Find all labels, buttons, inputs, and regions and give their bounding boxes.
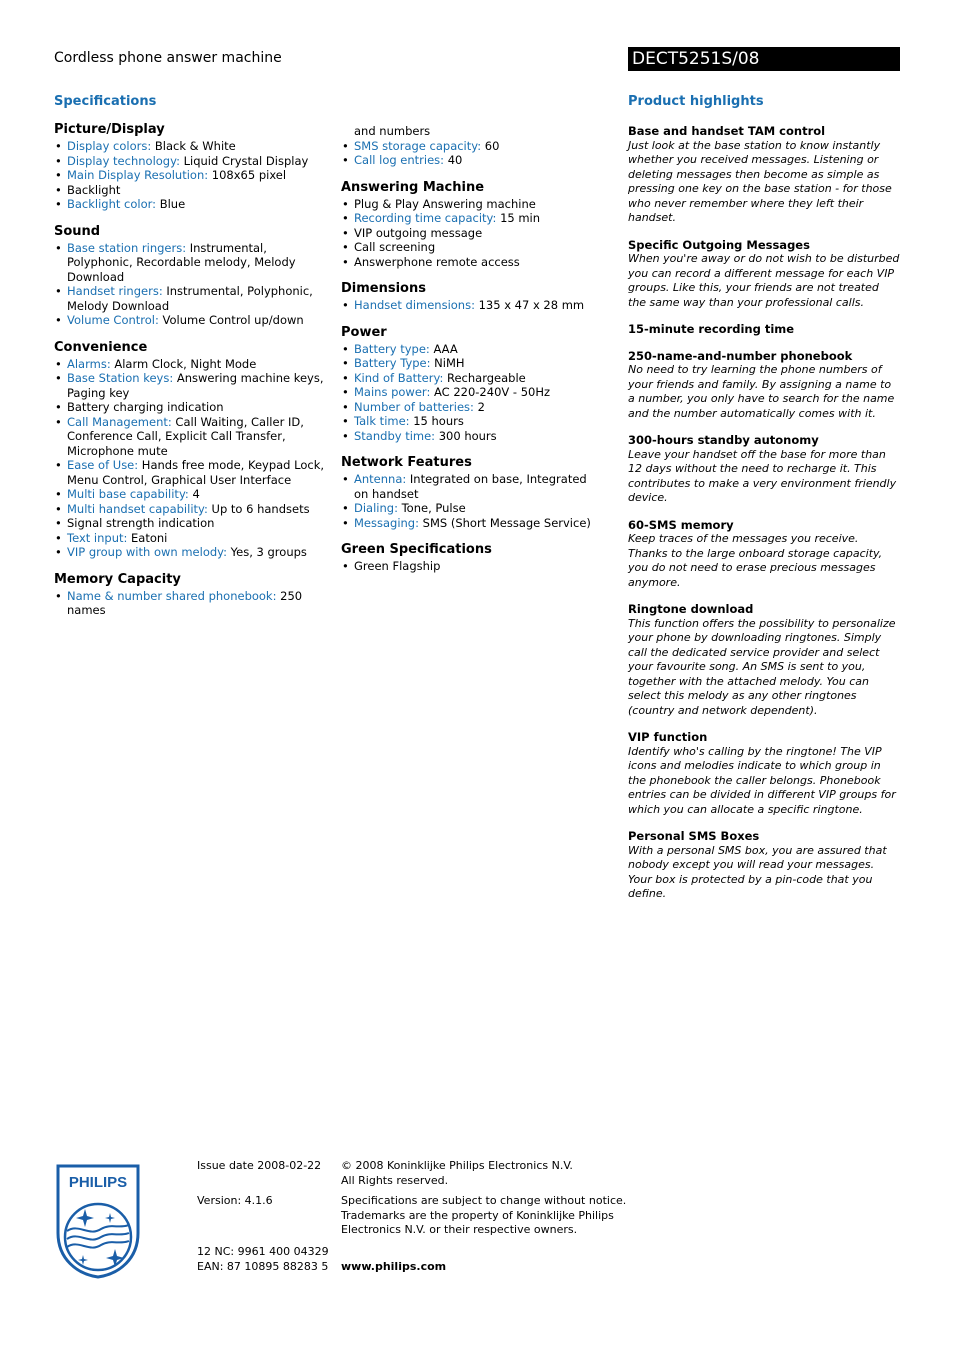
spec-item-value: Alarm Clock, Night Mode: [114, 356, 257, 371]
spec-group-green: [341, 542, 596, 574]
spec-item: [341, 153, 596, 168]
spec-item-label: Battery Type:: [354, 356, 431, 370]
spec-item-label: Messaging:: [354, 515, 419, 530]
spec-item: [54, 139, 329, 154]
spec-item: [341, 472, 596, 501]
highlight-heading: Personal SMS Boxes: [628, 829, 760, 843]
spec-item-value: 40: [447, 153, 463, 167]
spec-item: [54, 371, 329, 400]
spec-list: [341, 298, 596, 313]
highlight-text: Leave your handset off the base for more than 12 days without the need to recharge it. This contributes to make a very environment friendly device.: [628, 447, 897, 504]
highlight-text: This function offers the possibility to personalize your phone by downloading ringtones. Simply call the dedicated service provider and select your favourite song. An SMS is sent to you, together with the attached melody. You can select this melody as any other ringtones (country and network dependent).: [628, 616, 896, 717]
highlights-column: [628, 124, 900, 914]
spec-item-value: Hands free mode, Keypad Lock, Menu Control, Graphical User Interface: [67, 458, 325, 487]
spec-group-memory-continued: [341, 124, 596, 168]
copyright-line-2: All Rights reserved.: [341, 1174, 449, 1187]
spec-item: [54, 241, 329, 285]
spec-item-label: Name & number shared phonebook:: [67, 588, 277, 603]
highlight-item: [628, 349, 900, 422]
spec-group-convenience: [54, 340, 329, 560]
notice-line-1: Specifications are subject to change without notice.: [341, 1194, 627, 1207]
spec-item-value: Instrumental, Polyphonic, Melody Download: [67, 284, 313, 313]
spec-item-value: AC 220-240V - 50Hz: [433, 385, 551, 399]
spec-item-label: Kind of Battery:: [354, 370, 444, 385]
spec-item-value: Answerphone remote access: [354, 254, 520, 269]
spec-item-label: Standby time:: [354, 428, 436, 443]
spec-item: [341, 139, 596, 154]
spec-item-value: NiMH: [434, 356, 465, 370]
spec-item-value: Blue: [159, 197, 186, 211]
spec-item-value: Black & White: [154, 139, 236, 153]
spec-item-label: Multi base capability:: [67, 487, 189, 501]
spec-item-value: Backlight: [67, 182, 121, 197]
spec-item: [54, 168, 329, 183]
highlight-text: With a personal SMS box, you are assured that nobody except you will read your messages. Your box is protected by a pin-code that you define.: [628, 843, 887, 900]
spec-group-heading: Green Specifications: [341, 542, 492, 557]
highlight-item: [628, 829, 900, 902]
spec-item-value: 15 min: [500, 211, 541, 225]
website-link[interactable]: www.philips.com: [341, 1260, 447, 1273]
ean-number: EAN: 87 10895 88283 5: [197, 1260, 329, 1273]
highlight-item: [628, 238, 900, 311]
highlight-text: Identify who's calling by the ringtone! The VIP icons and melodies indicate to which group in the phonebook the caller belongs. Phonebook entries can be divided in different VIP groups for which you can allocate a specific ringtone.: [628, 744, 896, 816]
spec-list: [341, 139, 596, 168]
spec-item: [341, 298, 596, 313]
spec-item-label: Volume Control:: [67, 313, 159, 327]
highlight-heading: 15-minute recording time: [628, 322, 795, 336]
spec-item: [341, 429, 596, 444]
spec-item-value: Green Flagship: [354, 559, 441, 573]
spec-group-heading: Dimensions: [341, 281, 426, 296]
spec-item-value: Instrumental, Polyphonic, Recordable melody, Melody Download: [67, 240, 296, 284]
spec-item-label: Call Management:: [67, 414, 172, 429]
spec-group-heading: Power: [341, 324, 387, 340]
spec-item: [54, 458, 329, 487]
spec-item-label: Ease of Use:: [67, 458, 139, 472]
spec-group-sound: [54, 224, 329, 328]
spec-item-label: Handset dimensions:: [354, 298, 475, 312]
spec-item-value: Integrated on base, Integrated on handset: [354, 472, 587, 501]
spec-item: [54, 516, 329, 531]
spec-list: [341, 559, 596, 574]
spec-item: [54, 415, 329, 459]
spec-group-heading: Answering Machine: [341, 179, 485, 195]
spec-list: [341, 342, 596, 444]
highlight-item: [628, 602, 900, 718]
spec-item: [341, 211, 596, 226]
specs-column-left: [54, 122, 329, 630]
spec-list: [341, 197, 596, 270]
highlight-heading: Ringtone download: [628, 602, 754, 616]
philips-shield-logo: [55, 1163, 141, 1279]
spec-list: [54, 139, 329, 212]
copyright-line-1: © 2008 Koninklijke Philips Electronics N.V.: [341, 1159, 573, 1172]
spec-item: [341, 385, 596, 400]
spec-item: [54, 531, 329, 546]
spec-item-label: Alarms:: [67, 356, 111, 371]
spec-item: [54, 357, 329, 372]
spec-item-label: Display colors:: [67, 139, 152, 153]
spec-item-label: VIP group with own melody:: [67, 545, 227, 559]
spec-item-label: Display technology:: [67, 153, 180, 168]
spec-item-label: SMS storage capacity:: [354, 138, 482, 153]
spec-item: [54, 154, 329, 169]
highlight-text: Keep traces of the messages you receive. Thanks to the large onboard storage capacity, you do not need to erase precious messages anymore.: [628, 532, 883, 589]
spec-item-label: Text input:: [67, 530, 128, 545]
spec-item-value: 2: [477, 399, 485, 414]
spec-item-value: Up to 6 handsets: [211, 501, 310, 516]
spec-item-value: VIP outgoing message: [354, 225, 483, 240]
spec-item: [54, 502, 329, 517]
spec-item-value: Battery charging indication: [67, 400, 224, 414]
spec-item-value: Liquid Crystal Display: [183, 153, 309, 168]
spec-group-dimensions: [341, 281, 596, 313]
spec-item-value: Eatoni: [131, 530, 168, 545]
spec-item-label: Talk time:: [354, 414, 410, 428]
spec-item-value: 60: [484, 138, 500, 153]
spec-item: [54, 589, 329, 618]
spec-item-value: Tone, Pulse: [401, 501, 466, 515]
spec-group-heading: Picture/Display: [54, 122, 165, 137]
spec-item-value: Plug & Play Answering machine: [354, 196, 536, 211]
spec-item: [54, 545, 329, 560]
spec-group-answering: [341, 180, 596, 270]
spec-item-label: Battery type:: [354, 341, 430, 356]
spec-item: [54, 313, 329, 328]
spec-item: [341, 342, 596, 357]
version: Version: 4.1.6: [197, 1194, 273, 1207]
spec-item-label: Handset ringers:: [67, 284, 163, 298]
spec-item-label: Mains power:: [354, 385, 431, 399]
spec-item: [54, 400, 329, 415]
spec-item: [54, 487, 329, 502]
highlight-text: When you're away or do not wish to be disturbed you can record a different message for each VIP groups. Like this, your friends are not treated the same way than your professional calls.: [628, 252, 900, 309]
spec-item-value: 15 hours: [413, 414, 464, 428]
spec-item-value: Rechargeable: [446, 370, 526, 385]
spec-group-heading: Sound: [54, 223, 101, 239]
spec-item-value: AAA: [433, 341, 458, 356]
spec-item: [54, 197, 329, 212]
spec-item: [341, 371, 596, 386]
notice-line-3: Electronics N.V. or their respective owners.: [341, 1223, 578, 1236]
spec-item-label: Antenna:: [354, 472, 407, 486]
spec-item: [54, 183, 329, 198]
spec-item-value: Answering machine keys, Paging key: [67, 371, 324, 400]
notice-line-2: Trademarks are the property of Koninklijke Philips: [341, 1209, 614, 1222]
spec-item-label: Backlight color:: [67, 197, 157, 211]
spec-group-network: [341, 455, 596, 530]
spec-item-value: 108x65 pixel: [211, 168, 287, 182]
spec-item: [341, 356, 596, 371]
model-number-box: DECT5251S/08: [628, 47, 900, 71]
spec-item-value: Yes, 3 groups: [230, 545, 307, 559]
spec-group-heading: Convenience: [54, 339, 148, 355]
spec-item: [341, 255, 596, 270]
spec-group-heading: Network Features: [341, 455, 472, 470]
spec-item: [341, 516, 596, 531]
philips-logo-text: PHILIPS: [68, 1174, 128, 1191]
specifications-title: Specifications: [54, 94, 157, 109]
highlight-item: [628, 124, 900, 226]
spec-item: [341, 559, 596, 574]
spec-group-heading: Memory Capacity: [54, 571, 181, 587]
issue-date: Issue date 2008-02-22: [197, 1159, 322, 1172]
spec-item-label: Base station ringers:: [67, 240, 187, 255]
highlight-heading: Specific Outgoing Messages: [628, 237, 810, 252]
spec-item-label: Multi handset capability:: [67, 501, 208, 516]
nc-number: 12 NC: 9961 400 04329: [197, 1245, 329, 1258]
spec-item: [341, 501, 596, 516]
highlight-item: [628, 730, 900, 817]
spec-item-value: Call screening: [354, 240, 436, 254]
spec-item-value: 250 names: [67, 588, 303, 617]
spec-item-value: 300 hours: [438, 428, 497, 443]
doc-subtitle: Cordless phone answer machine: [54, 50, 282, 66]
spec-group-power: [341, 325, 596, 444]
spec-item-value: 4: [192, 487, 200, 501]
spec-list: [341, 472, 596, 530]
highlight-heading: Base and handset TAM control: [628, 124, 826, 138]
highlight-heading: VIP function: [628, 730, 708, 744]
highlight-heading: 300-hours standby autonomy: [628, 433, 819, 447]
spec-item-value: Volume Control up/down: [162, 313, 304, 327]
spec-item: [341, 414, 596, 429]
spec-item-value: 135 x 47 x 28 mm: [478, 298, 585, 312]
highlight-text: Just look at the base station to know instantly whether you received messages. Listening or deleting messages then become as simple as pressing one key on the base station - for those who never remember where they left their handset.: [628, 138, 892, 224]
spec-item: [341, 197, 596, 212]
spec-item-continued: and numbers: [354, 124, 431, 138]
highlight-text: No need to try learning the phone numbers of your friends and family. By assigning a name to a number, you only have to search for the name and the number automatically comes with it.: [628, 363, 895, 420]
spec-item: [54, 284, 329, 313]
highlight-item: [628, 433, 900, 506]
spec-group-memory: [54, 572, 329, 618]
highlight-heading: 60-SMS memory: [628, 517, 734, 532]
spec-item: [341, 240, 596, 255]
product-highlights-title: Product highlights: [628, 94, 764, 109]
spec-item-label: Main Display Resolution:: [67, 168, 209, 182]
spec-item-value: Call Waiting, Caller ID, Conference Call, Explicit Call Transfer, Microphone mute: [67, 414, 304, 458]
spec-item-label: Call log entries:: [354, 153, 445, 167]
spec-list: [54, 357, 329, 560]
spec-item: [341, 226, 596, 241]
spec-item-label: Base Station keys:: [67, 371, 174, 385]
highlight-item: [628, 518, 900, 591]
specs-column-middle: [341, 124, 596, 586]
highlight-item: [628, 322, 900, 337]
spec-item-value: SMS (Short Message Service): [422, 515, 591, 530]
spec-item-label: Dialing:: [354, 501, 398, 515]
spec-item: [341, 400, 596, 415]
spec-list: [54, 241, 329, 328]
spec-list: [54, 589, 329, 618]
spec-group-picture: [54, 122, 329, 212]
spec-item-label: Number of batteries:: [354, 399, 474, 414]
spec-item-label: Recording time capacity:: [354, 211, 497, 225]
spec-item-value: Signal strength indication: [67, 516, 215, 530]
highlight-heading: 250-name-and-number phonebook: [628, 348, 853, 363]
